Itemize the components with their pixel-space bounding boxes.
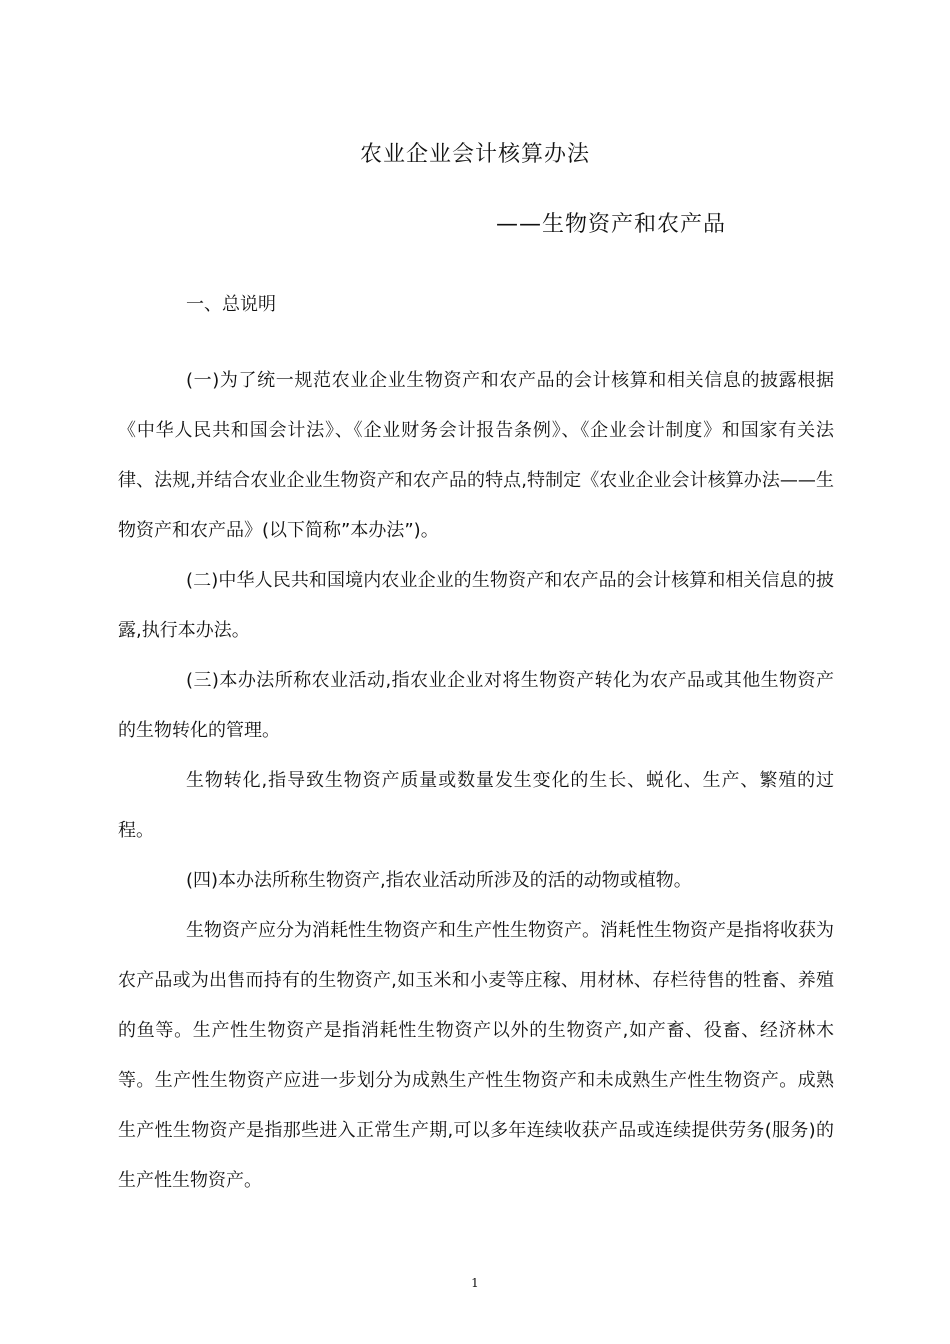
paragraph: (三)本办法所称农业活动,指农业企业对将生物资产转化为农产品或其他生物资产的生物转化的管理。: [118, 670, 834, 741]
paragraph: 生物转化,指导致生物资产质量或数量发生变化的生长、蜕化、生产、繁殖的过程。: [118, 770, 834, 841]
body-text: [118, 356, 834, 1206]
page-number: 1: [471, 1276, 479, 1290]
document-title: 农业企业会计核算办法: [359, 142, 590, 167]
paragraph: 生物资产应分为消耗性生物资产和生产性生物资产。消耗性生物资产是指将收获为农产品或为出售而持有的生物资产,如玉米和小麦等庄稼、用材林、存栏待售的牲畜、养殖的鱼等。生产性生物资产是指消耗性生物资产以外的生物资产,如产畜、役畜、经济林木等。生产性生物资产应进一步划分为成熟生产性生物资产和未成熟生产性生物资产。成熟生产性生物资产是指那些进入正常生产期,可以多年连续收获产品或连续提供劳务(服务)的生产性生物资产。: [118, 920, 834, 1191]
document-subtitle: ——生物资产和农产品: [496, 212, 727, 237]
paragraph: (二)中华人民共和国境内农业企业的生物资产和农产品的会计核算和相关信息的披露,执行本办法。: [118, 570, 834, 641]
paragraph: (四)本办法所称生物资产,指农业活动所涉及的活的动物或植物。: [186, 870, 692, 891]
paragraph: (一)为了统一规范农业企业生物资产和农产品的会计核算和相关信息的披露根据《中华人民共和国会计法》、《企业财务会计报告条例》、《企业会计制度》和国家有关法律、法规,并结合农业企业生物资产和农产品的特点,特制定《农业企业会计核算办法——生物资产和农产品》(以下简称”本办法”)。: [118, 370, 834, 541]
section-heading: 一、总说明: [186, 294, 276, 315]
